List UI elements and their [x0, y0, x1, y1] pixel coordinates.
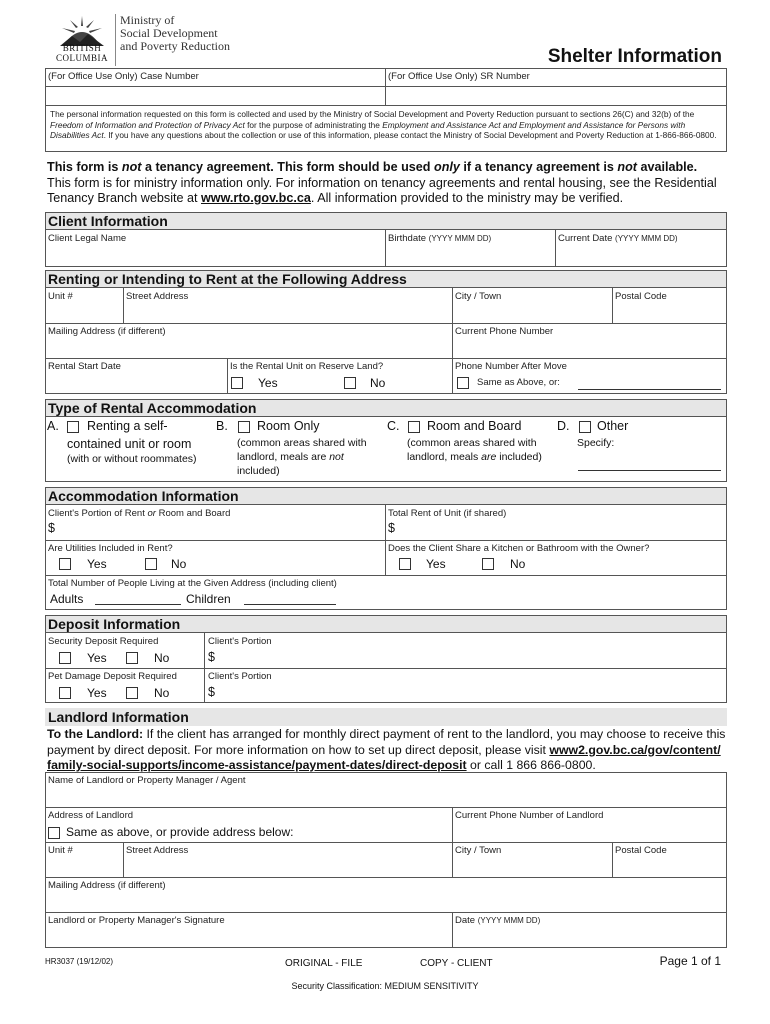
share-no-label: No: [510, 557, 526, 571]
privacy-text-1: The personal information requested on this form is collected and used by the Ministry of Social Development and Poverty Reduction pursuant to sections 26(C) and 32(b) of the: [50, 109, 695, 119]
unit-field[interactable]: Unit #: [48, 291, 73, 302]
rental-start-date-field[interactable]: Rental Start Date: [48, 361, 121, 372]
phone-after-move-input[interactable]: [578, 389, 721, 390]
landlord-text-1: If the client has arranged for monthly direct payment of rent to the landlord, you may choose to receive this payment by direct deposit. For more information on how to set up direct deposit, please visit: [47, 727, 726, 757]
option-c-line-3a: landlord, meals: [407, 451, 482, 463]
portion-text-b: Room and Board: [155, 508, 231, 519]
share-yes-label: Yes: [426, 557, 446, 571]
option-c-line-1: Room and Board: [427, 419, 522, 433]
people-question: Total Number of People Living at the Given Address (including client): [48, 578, 337, 589]
landlord-same-checkbox[interactable]: [48, 827, 60, 839]
ministry-line-1: Ministry of: [120, 13, 175, 27]
option-a-line-3: (with or without roommates): [67, 453, 197, 465]
landlord-text-2: or call 1 866 866-0800.: [466, 758, 596, 772]
landlord-date-field[interactable]: [455, 915, 540, 926]
direct-deposit-link-1[interactable]: www2.gov.bc.ca/gov/content/: [549, 742, 721, 757]
birthdate-field[interactable]: [388, 233, 491, 244]
landlord-phone-field[interactable]: Current Phone Number of Landlord: [455, 810, 604, 821]
option-a: [47, 419, 59, 433]
ministry-line-3: and Poverty Reduction: [120, 39, 230, 53]
option-b-not: not: [329, 451, 344, 463]
security-classification: Security Classification: MEDIUM SENSITIVITY: [291, 981, 479, 991]
city-field[interactable]: City / Town: [455, 291, 502, 302]
security-no-label: No: [154, 651, 170, 665]
bc-logo: [52, 12, 112, 64]
intro-bold-4: available.: [636, 160, 698, 174]
employment-act-name: Employment and Assistance Act and Employment and Assistance for Persons with Disabilities Act: [50, 119, 686, 140]
security-yes-checkbox[interactable]: [59, 652, 71, 664]
same-as-above-label: Same as Above, or:: [477, 377, 560, 388]
option-c-line-3c: included): [496, 451, 542, 463]
reserve-yes-label: Yes: [258, 376, 278, 390]
intro-bold-not: not: [121, 160, 142, 174]
option-d-line-1: Other: [597, 419, 629, 433]
original-file-label: ORIGINAL - FILE: [285, 958, 363, 969]
landlord-name-field[interactable]: Name of Landlord or Property Manager / Agent: [48, 775, 246, 786]
deposit-divider: [204, 633, 205, 703]
client-info-header: Client Information: [45, 212, 727, 230]
current-phone-field[interactable]: Current Phone Number: [455, 326, 554, 337]
case-number-field[interactable]: (For Office Use Only) Case Number: [48, 71, 199, 82]
current-date-field[interactable]: [558, 233, 678, 244]
intro-bold-only: only: [434, 160, 460, 174]
privacy-act-name: Freedom of Information and Protection of Privacy Act: [50, 119, 245, 130]
client-divider-1: [385, 230, 386, 267]
client-portion-label: [48, 508, 230, 519]
office-use-row-line: [45, 86, 727, 87]
accommodation-header: Accommodation Information: [45, 487, 727, 505]
option-b-line-3: [237, 451, 344, 463]
accommodation-line-2: [45, 575, 727, 576]
address-div-postal: [612, 288, 613, 323]
logo-divider: [115, 14, 116, 66]
option-b-checkbox[interactable]: [238, 421, 250, 433]
intro-bold-2: a tenancy agreement. This form should be used: [141, 160, 434, 174]
landlord-div-unit: [123, 842, 124, 877]
security-yes-label: Yes: [87, 651, 107, 665]
to-landlord-label: To the Landlord:: [47, 727, 144, 741]
client-divider-2: [555, 230, 556, 267]
landlord-div-1: [452, 807, 453, 877]
reserve-land-question: Is the Rental Unit on Reserve Land?: [230, 361, 384, 372]
option-a-line-2: contained unit or room: [67, 437, 192, 451]
current-date-format: (YYYY MMM DD): [615, 234, 678, 243]
option-c-are: are: [481, 451, 497, 463]
office-use-privacy-line: [45, 105, 727, 106]
security-no-checkbox[interactable]: [126, 652, 138, 664]
option-c-line-3: [407, 451, 542, 463]
landlord-date-format: (YYYY MMM DD): [477, 916, 541, 925]
option-d-specify-input[interactable]: [578, 470, 721, 471]
option-d-letter: D.: [557, 419, 570, 433]
children-label: Children: [186, 592, 231, 606]
sr-number-field[interactable]: (For Office Use Only) SR Number: [388, 71, 530, 82]
birthdate-format: (YYYY MMM DD): [428, 234, 492, 243]
utilities-yes-label: Yes: [87, 557, 107, 571]
intro-bold-3: if a tenancy agreement is: [459, 160, 618, 174]
option-a-letter: A.: [47, 419, 59, 433]
intro-bold-1: This form is: [47, 160, 122, 174]
pet-no-checkbox[interactable]: [126, 687, 138, 699]
landlord-unit-field[interactable]: Unit #: [48, 845, 73, 856]
address-header: Renting or Intending to Rent at the Following Address: [45, 270, 727, 288]
pet-no-label: No: [154, 686, 170, 700]
intro-normal-2: . All information provided to the ministry may be verified.: [310, 191, 624, 205]
utilities-no-checkbox[interactable]: [145, 558, 157, 570]
intro-text: [47, 160, 727, 207]
option-b-line-1: Room Only: [257, 419, 320, 433]
security-portion-input[interactable]: $: [208, 650, 215, 664]
privacy-text-3: . If you have any questions about the collection or use of this information, please contact the Ministry of Social Development and Poverty Reduction at 1-866-866-0800.: [103, 130, 717, 140]
address-line-1: [45, 323, 727, 324]
phone-after-move-label: Phone Number After Move: [455, 361, 567, 372]
office-use-divider: [385, 68, 386, 105]
deposit-box: [45, 615, 727, 703]
landlord-address-field[interactable]: Address of Landlord: [48, 810, 134, 821]
children-input[interactable]: [244, 604, 336, 605]
bc-logo-text-2: COLUMBIA: [55, 53, 108, 63]
client-portion-input[interactable]: $: [48, 521, 55, 535]
share-yes-checkbox[interactable]: [399, 558, 411, 570]
option-b-line-2: (common areas shared with: [237, 437, 367, 449]
accommodation-line-1: [45, 540, 727, 541]
landlord-notice: [47, 727, 727, 774]
landlord-line-1: [45, 807, 727, 808]
ministry-name: [120, 14, 230, 53]
address-div-city: [452, 288, 453, 394]
deposit-line: [45, 668, 727, 669]
form-title: Shelter Information: [547, 46, 722, 67]
landlord-line-2: [45, 842, 727, 843]
landlord-signature-field[interactable]: Landlord or Property Manager's Signature: [48, 915, 225, 926]
utilities-question: Are Utilities Included in Rent?: [48, 543, 173, 554]
landlord-header: Landlord Information: [45, 708, 727, 726]
birthdate-label: Birthdate: [388, 233, 427, 244]
option-d-specify: Specify:: [577, 437, 615, 449]
reserve-yes-checkbox[interactable]: [231, 377, 243, 389]
reserve-no-label: No: [370, 376, 386, 390]
same-as-above-checkbox[interactable]: [457, 377, 469, 389]
intro-bold-not-2: not: [617, 160, 637, 174]
postal-code-field[interactable]: Postal Code: [615, 291, 667, 302]
intro-normal-1: This form is for ministry information only. For information on tenancy agreements and rental housing, see the Residential Tenancy Branch website at: [47, 175, 717, 205]
ministry-line-2: Social Development: [120, 26, 218, 40]
share-no-checkbox[interactable]: [482, 558, 494, 570]
pet-portion-label: Client's Portion: [208, 671, 272, 682]
rental-type-header: Type of Rental Accommodation: [45, 399, 727, 417]
form-code: HR3037 (19/12/02): [45, 957, 114, 966]
utilities-yes-checkbox[interactable]: [59, 558, 71, 570]
privacy-text-2: for the purpose of administrating the: [244, 119, 383, 130]
landlord-line-3: [45, 877, 727, 878]
mailing-address-field[interactable]: Mailing Address (if different): [48, 326, 166, 337]
reserve-no-checkbox[interactable]: [344, 377, 356, 389]
deposit-header: Deposit Information: [45, 615, 727, 633]
adults-input[interactable]: [95, 604, 181, 605]
option-c-checkbox[interactable]: [408, 421, 420, 433]
direct-deposit-link-2[interactable]: family-social-supports/income-assistance/payment-dates/direct-deposit: [47, 758, 467, 772]
current-date-label: Current Date: [558, 233, 613, 244]
portion-or: or: [147, 508, 156, 519]
option-d-checkbox[interactable]: [579, 421, 591, 433]
total-rent-input[interactable]: $: [388, 521, 395, 535]
landlord-date-label: Date: [455, 915, 476, 926]
landlord-postal-field[interactable]: Postal Code: [615, 845, 667, 856]
pet-yes-label: Yes: [87, 686, 107, 700]
option-a-checkbox[interactable]: [67, 421, 79, 433]
accommodation-divider: [385, 505, 386, 575]
landlord-line-4: [45, 912, 727, 913]
page-number: Page 1 of 1: [659, 954, 721, 968]
landlord-city-field[interactable]: City / Town: [455, 845, 502, 856]
bc-logo-text-1: BRITISH: [62, 43, 102, 53]
option-b-line-4: included): [237, 465, 280, 477]
option-b-letter: B.: [216, 419, 228, 433]
rto-link[interactable]: www.rto.gov.bc.ca: [201, 191, 311, 205]
landlord-same-label: Same as above, or provide address below:: [66, 825, 294, 839]
copy-client-label: COPY - CLIENT: [420, 958, 493, 969]
landlord-div-postal: [612, 842, 613, 877]
security-deposit-label: Security Deposit Required: [48, 636, 159, 647]
privacy-notice: [50, 109, 722, 141]
address-line-2: [45, 358, 727, 359]
total-rent-label: Total Rent of Unit (if shared): [388, 508, 507, 519]
option-c-letter: C.: [387, 419, 400, 433]
pet-deposit-label: Pet Damage Deposit Required: [48, 671, 177, 682]
portion-text-a: Client's Portion of Rent: [48, 508, 148, 519]
adults-label: Adults: [50, 592, 84, 606]
pet-yes-checkbox[interactable]: [59, 687, 71, 699]
option-a-line-1: Renting a self-: [87, 419, 168, 433]
street-address-field[interactable]: Street Address: [126, 291, 189, 302]
pet-portion-input[interactable]: $: [208, 685, 215, 699]
security-portion-label: Client's Portion: [208, 636, 272, 647]
share-question: Does the Client Share a Kitchen or Bathroom with the Owner?: [388, 543, 650, 554]
option-b-line-3a: landlord, meals are: [237, 451, 330, 463]
landlord-div-date: [452, 912, 453, 948]
landlord-mailing-field[interactable]: Mailing Address (if different): [48, 880, 166, 891]
address-div-unit: [123, 288, 124, 323]
option-c-line-2: (common areas shared with: [407, 437, 537, 449]
landlord-street-field[interactable]: Street Address: [126, 845, 189, 856]
utilities-no-label: No: [171, 557, 187, 571]
address-div-start: [227, 358, 228, 394]
client-legal-name-field[interactable]: Client Legal Name: [48, 233, 127, 244]
